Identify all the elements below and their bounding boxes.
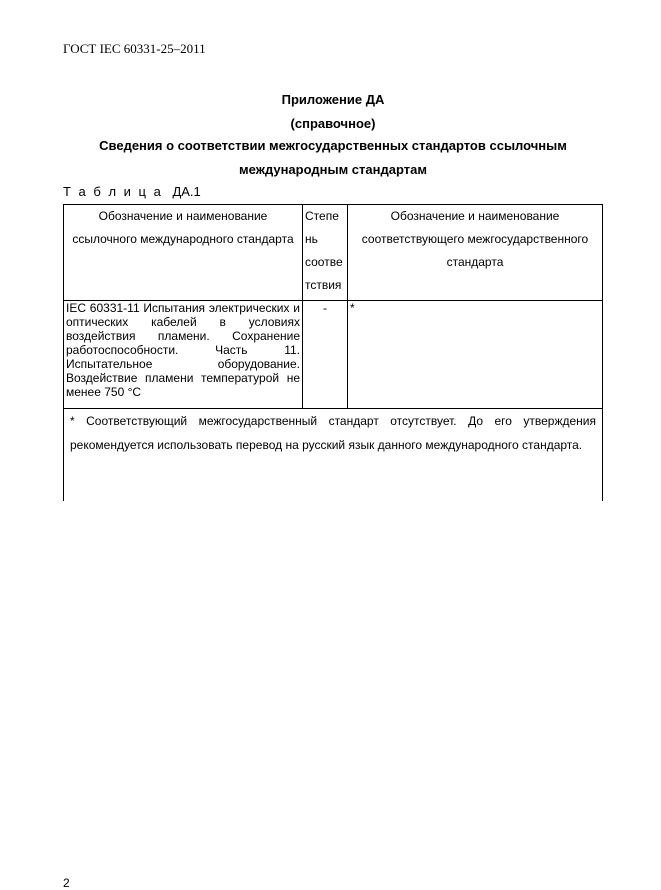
table-row — [64, 301, 603, 409]
interstate-standard-cell: * — [348, 301, 603, 409]
appendix-type: (справочное) — [290, 116, 376, 131]
correspondence-table — [63, 204, 603, 501]
table-label — [63, 184, 201, 199]
appendix-title: Приложение ДА — [281, 92, 385, 107]
appendix-heading-line2: международным стандартам — [239, 162, 427, 177]
header-col1-line2: ссылочного международного стандарта — [72, 232, 294, 246]
header-col2-line2: нь — [305, 232, 318, 246]
header-col1-line1: Обозначение и наименование — [98, 209, 268, 223]
header-col2-line3: соотве — [305, 255, 343, 269]
table-label-word: Т а б л и ц а — [63, 184, 163, 199]
header-interstate-standard — [348, 205, 603, 301]
degree-cell: - — [303, 301, 348, 409]
header-col3-line2: соответствующего межгосударственного — [361, 232, 589, 246]
header-reference-standard — [64, 205, 303, 301]
header-degree — [303, 205, 348, 301]
header-col3-line3: стандарта — [446, 255, 504, 269]
appendix-heading-line1: Сведения о соответствии межгосударственных стандартов ссылочным — [99, 138, 567, 153]
header-col3-line1: Обозначение и наименование — [390, 209, 560, 223]
page-number: 2 — [63, 876, 70, 890]
footnote-row — [64, 409, 603, 502]
footnote: * Соответствующий межгосударственный стандарт отсутствует. До его утверждения рекомендуется использовать перевод на русский язык данного международного стандарта. — [64, 409, 603, 502]
reference-standard-cell: IEC 60331-11 Испытания электрических и оптических кабелей в условиях воздействия пламени. Сохранение работоспособности. Часть 11. Испытательное оборудование. Воздействие пламени температурой не менее 750 °С — [64, 301, 303, 409]
document-code: ГОСТ IEC 60331-25–2011 — [63, 41, 206, 56]
table-number: ДА.1 — [172, 184, 201, 199]
header-col2-line1: Степе — [305, 209, 339, 223]
header-col2-line4: тствия — [305, 278, 342, 292]
table-header-row — [64, 205, 603, 301]
